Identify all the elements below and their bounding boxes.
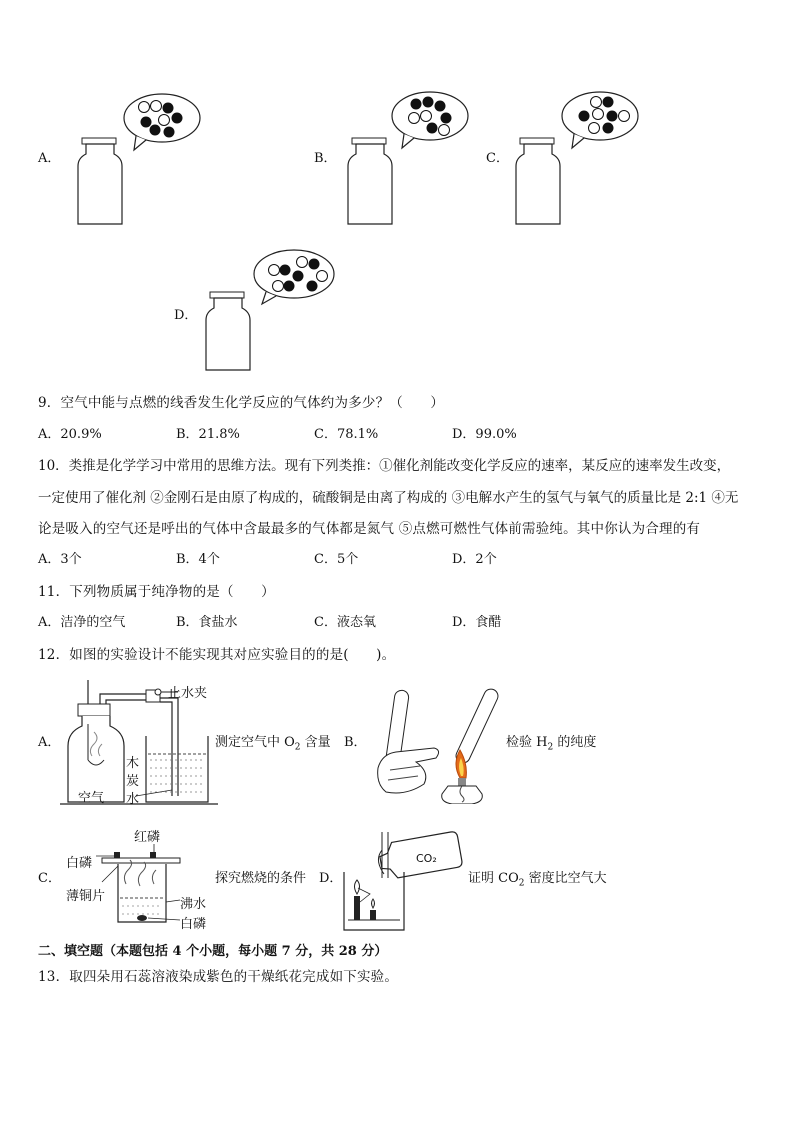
q11-stem: 11．下列物质属于纯净物的是（ ） (38, 584, 275, 600)
q10-option-b: B．4个 (176, 552, 220, 567)
label-white-phosphorus-top: 白磷 (66, 856, 93, 871)
label-water: 水 (126, 792, 140, 807)
option-label-c: C． (486, 151, 509, 166)
bottle-figure-b (344, 88, 474, 228)
label-red-phosphorus: 红磷 (134, 830, 161, 845)
label-charcoal-2: 炭 (126, 774, 140, 789)
q10-option-d: D．2个 (452, 552, 497, 567)
q12-figure-d (338, 824, 468, 936)
q9-option-d: D．99.0% (452, 427, 517, 442)
q12-option-b-text: 检验 $H_2$ 的纯度 (506, 735, 597, 753)
q10-line1: 10．类推是化学学习中常用的思维方法。现有下列类推：①催化剂能改变化学反应的速率，某反应的速率发生改变， (38, 458, 731, 474)
q10-line3: 论是吸入的空气还是呼出的气体中含最最多的气体都是氮气 ⑤点燃可燃性气体前需验纯。其中你认为合理的有 (38, 521, 701, 537)
label-charcoal-1: 木 (126, 756, 140, 771)
label-white-phosphorus-bottom: 白磷 (180, 917, 207, 932)
q10-option-a: A．3个 (38, 552, 82, 567)
q12-figure-c (96, 842, 186, 930)
bottle-figure-c (512, 88, 642, 228)
label-clip: 止水夹 (168, 686, 208, 701)
bottle-figure-d (202, 248, 342, 376)
option-label-d: D． (174, 308, 198, 323)
q11-option-a: A．洁净的空气 (38, 615, 126, 630)
q9-option-c: C．78.1% (314, 427, 379, 442)
q10-line2: 一定使用了催化剂 ②金刚石是由原了构成的，硫酸铜是由离了构成的 ③电解水产生的氢气与氧气的质量比是 2:1 ④无 (38, 490, 739, 506)
q12-option-d-text: 证明 $CO_2$ 密度比空气大 (468, 871, 607, 889)
label-air: 空气 (78, 791, 105, 806)
q9-stem: 9．空气中能与点燃的线香发生化学反应的气体约为多少？（ ） (38, 395, 445, 411)
q12-option-c-label: C． (38, 871, 61, 886)
q12-stem: 12．如图的实验设计不能实现其对应实验目的的是( )。 (38, 647, 396, 663)
q12-option-a-label: A． (38, 735, 61, 750)
q11-option-d: D．食醋 (452, 615, 502, 630)
bottle-figure-a (74, 92, 204, 227)
q12-option-b-label: B． (344, 735, 367, 750)
option-label-a: A． (38, 151, 61, 166)
q12-option-d-label: D． (319, 871, 343, 886)
q11-option-b: B．食盐水 (176, 615, 238, 630)
q9-option-a: A．20.9% (38, 427, 102, 442)
q11-option-c: C．液态氧 (314, 615, 376, 630)
label-boiling-water: 沸水 (180, 897, 207, 912)
q12-option-a-text: 测定空气中 $O_2$ 含量 (215, 735, 331, 753)
co2-bottle-label: CO₂ (416, 852, 437, 865)
q12-figure-b (376, 684, 506, 804)
q9-option-b: B．21.8% (176, 427, 240, 442)
q12-option-c-text: 探究燃烧的条件 (215, 871, 307, 886)
q10-option-c: C．5个 (314, 552, 359, 567)
section-heading: 二、填空题（本题包括 4 个小题，每小题 7 分，共 28 分） (38, 944, 388, 959)
option-label-b: B． (314, 151, 337, 166)
q13-stem: 13．取四朵用石蕊溶液染成紫色的干燥纸花完成如下实验。 (38, 969, 399, 985)
label-copper-sheet: 薄铜片 (66, 889, 106, 904)
